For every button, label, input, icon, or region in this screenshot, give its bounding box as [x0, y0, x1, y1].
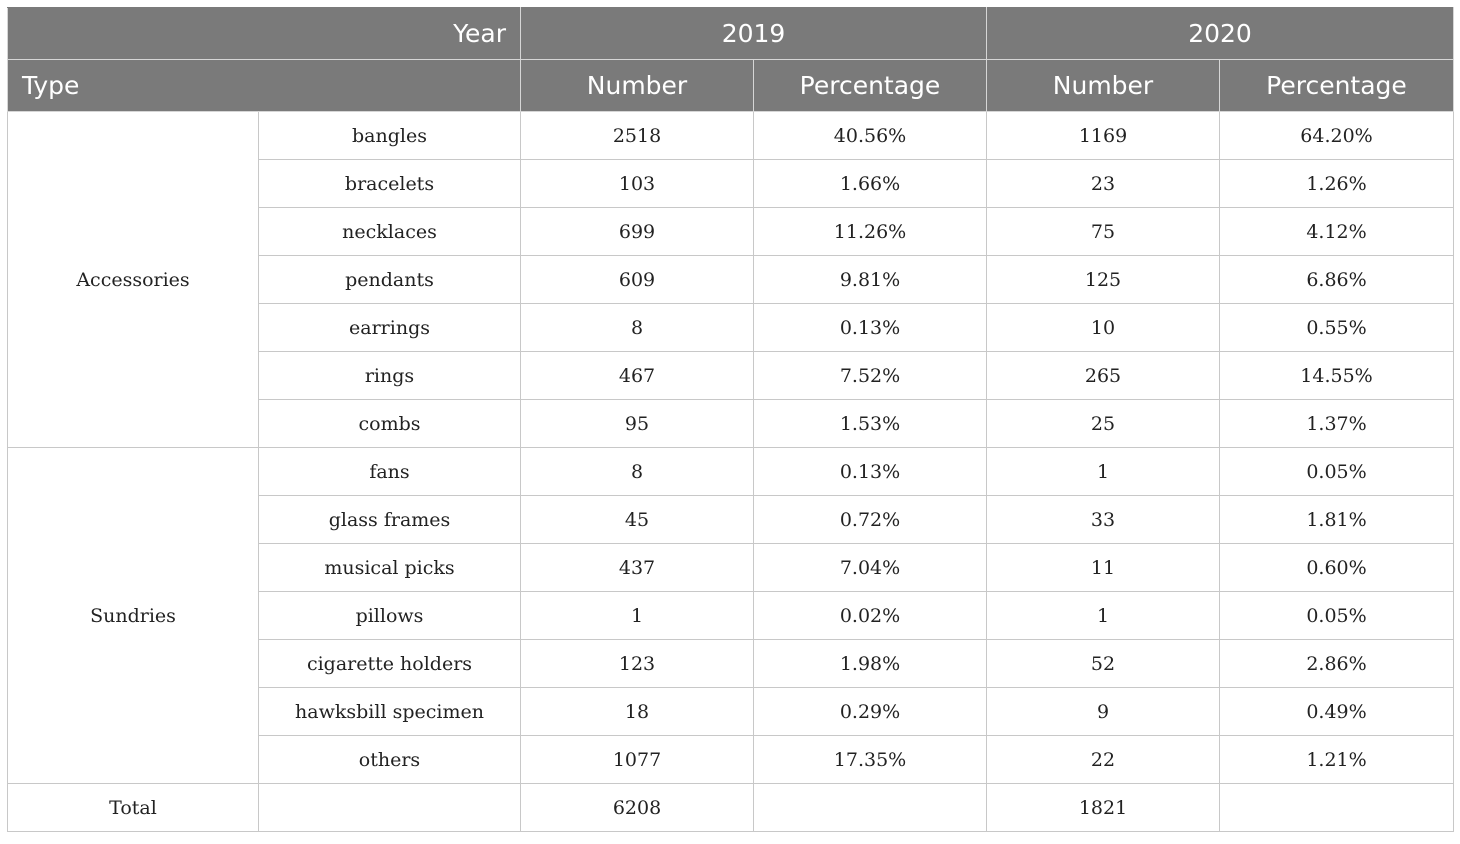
percentage-2019-cell: 11.26% — [754, 208, 987, 256]
number-2019-cell: 2518 — [521, 112, 754, 160]
number-2020-cell: 265 — [987, 352, 1220, 400]
item-name-cell: musical picks — [259, 544, 521, 592]
number-2020-cell: 33 — [987, 496, 1220, 544]
group-label-cell: Accessories — [8, 112, 259, 448]
table-body — [8, 112, 1454, 832]
percentage-2020-cell: 0.60% — [1220, 544, 1454, 592]
table-row — [8, 112, 1454, 160]
number-2020-cell: 1169 — [987, 112, 1220, 160]
item-name-cell: pendants — [259, 256, 521, 304]
number-2020-cell: 1 — [987, 592, 1220, 640]
percentage-2019-header: Percentage — [754, 60, 987, 112]
table-row — [8, 448, 1454, 496]
item-name-cell: glass frames — [259, 496, 521, 544]
item-name-cell: combs — [259, 400, 521, 448]
percentage-2020-cell: 0.05% — [1220, 592, 1454, 640]
percentage-2019-cell: 0.13% — [754, 304, 987, 352]
number-2019-cell: 8 — [521, 448, 754, 496]
item-name-cell: others — [259, 736, 521, 784]
number-2019-cell: 437 — [521, 544, 754, 592]
item-name-cell: earrings — [259, 304, 521, 352]
percentage-2019-cell: 0.13% — [754, 448, 987, 496]
item-name-cell: hawksbill specimen — [259, 688, 521, 736]
percentage-2020-cell: 1.26% — [1220, 160, 1454, 208]
item-name-cell: bracelets — [259, 160, 521, 208]
year-2020-header: 2020 — [987, 8, 1454, 60]
number-2020-cell: 25 — [987, 400, 1220, 448]
type-header-label: Type — [8, 60, 521, 112]
number-2020-cell: 22 — [987, 736, 1220, 784]
total-label-cell: Total — [8, 784, 259, 832]
item-name-cell: rings — [259, 352, 521, 400]
number-2020-cell: 125 — [987, 256, 1220, 304]
number-2020-cell: 75 — [987, 208, 1220, 256]
number-2020-cell: 11 — [987, 544, 1220, 592]
percentage-2019-cell: 1.53% — [754, 400, 987, 448]
number-2019-cell: 123 — [521, 640, 754, 688]
number-2020-cell: 1 — [987, 448, 1220, 496]
number-2020-cell: 9 — [987, 688, 1220, 736]
total-empty-cell — [259, 784, 521, 832]
total-percentage-2019-cell — [754, 784, 987, 832]
number-2020-cell: 52 — [987, 640, 1220, 688]
number-2020-cell: 23 — [987, 160, 1220, 208]
number-2019-cell: 95 — [521, 400, 754, 448]
percentage-2020-cell: 1.81% — [1220, 496, 1454, 544]
number-2019-cell: 467 — [521, 352, 754, 400]
number-2019-cell: 699 — [521, 208, 754, 256]
item-name-cell: cigarette holders — [259, 640, 521, 688]
item-name-cell: bangles — [259, 112, 521, 160]
percentage-2019-cell: 7.04% — [754, 544, 987, 592]
percentage-2020-cell: 14.55% — [1220, 352, 1454, 400]
number-2019-cell: 8 — [521, 304, 754, 352]
number-2019-cell: 18 — [521, 688, 754, 736]
total-number-2020-cell: 1821 — [987, 784, 1220, 832]
percentage-2019-cell: 17.35% — [754, 736, 987, 784]
table-header — [8, 8, 1454, 112]
number-2019-cell: 609 — [521, 256, 754, 304]
number-2019-cell: 1 — [521, 592, 754, 640]
percentage-2020-cell: 2.86% — [1220, 640, 1454, 688]
number-2019-cell: 103 — [521, 160, 754, 208]
percentage-2019-cell: 0.72% — [754, 496, 987, 544]
number-2019-cell: 45 — [521, 496, 754, 544]
number-2020-header: Number — [987, 60, 1220, 112]
data-table — [7, 7, 1454, 832]
item-name-cell: fans — [259, 448, 521, 496]
percentage-2019-cell: 0.29% — [754, 688, 987, 736]
percentage-2020-header: Percentage — [1220, 60, 1454, 112]
header-row-year — [8, 8, 1454, 60]
number-2020-cell: 10 — [987, 304, 1220, 352]
percentage-2019-cell: 1.66% — [754, 160, 987, 208]
header-row-columns — [8, 60, 1454, 112]
percentage-2020-cell: 6.86% — [1220, 256, 1454, 304]
data-table-container — [7, 7, 1453, 832]
number-2019-header: Number — [521, 60, 754, 112]
percentage-2020-cell: 0.55% — [1220, 304, 1454, 352]
total-row — [8, 784, 1454, 832]
item-name-cell: pillows — [259, 592, 521, 640]
group-label-cell: Sundries — [8, 448, 259, 784]
percentage-2020-cell: 0.49% — [1220, 688, 1454, 736]
percentage-2020-cell: 1.21% — [1220, 736, 1454, 784]
percentage-2020-cell: 0.05% — [1220, 448, 1454, 496]
percentage-2020-cell: 64.20% — [1220, 112, 1454, 160]
percentage-2019-cell: 9.81% — [754, 256, 987, 304]
year-2019-header: 2019 — [521, 8, 987, 60]
percentage-2019-cell: 1.98% — [754, 640, 987, 688]
percentage-2019-cell: 40.56% — [754, 112, 987, 160]
item-name-cell: necklaces — [259, 208, 521, 256]
total-number-2019-cell: 6208 — [521, 784, 754, 832]
number-2019-cell: 1077 — [521, 736, 754, 784]
percentage-2019-cell: 7.52% — [754, 352, 987, 400]
percentage-2020-cell: 4.12% — [1220, 208, 1454, 256]
year-header-label: Year — [8, 8, 521, 60]
total-percentage-2020-cell — [1220, 784, 1454, 832]
percentage-2020-cell: 1.37% — [1220, 400, 1454, 448]
percentage-2019-cell: 0.02% — [754, 592, 987, 640]
